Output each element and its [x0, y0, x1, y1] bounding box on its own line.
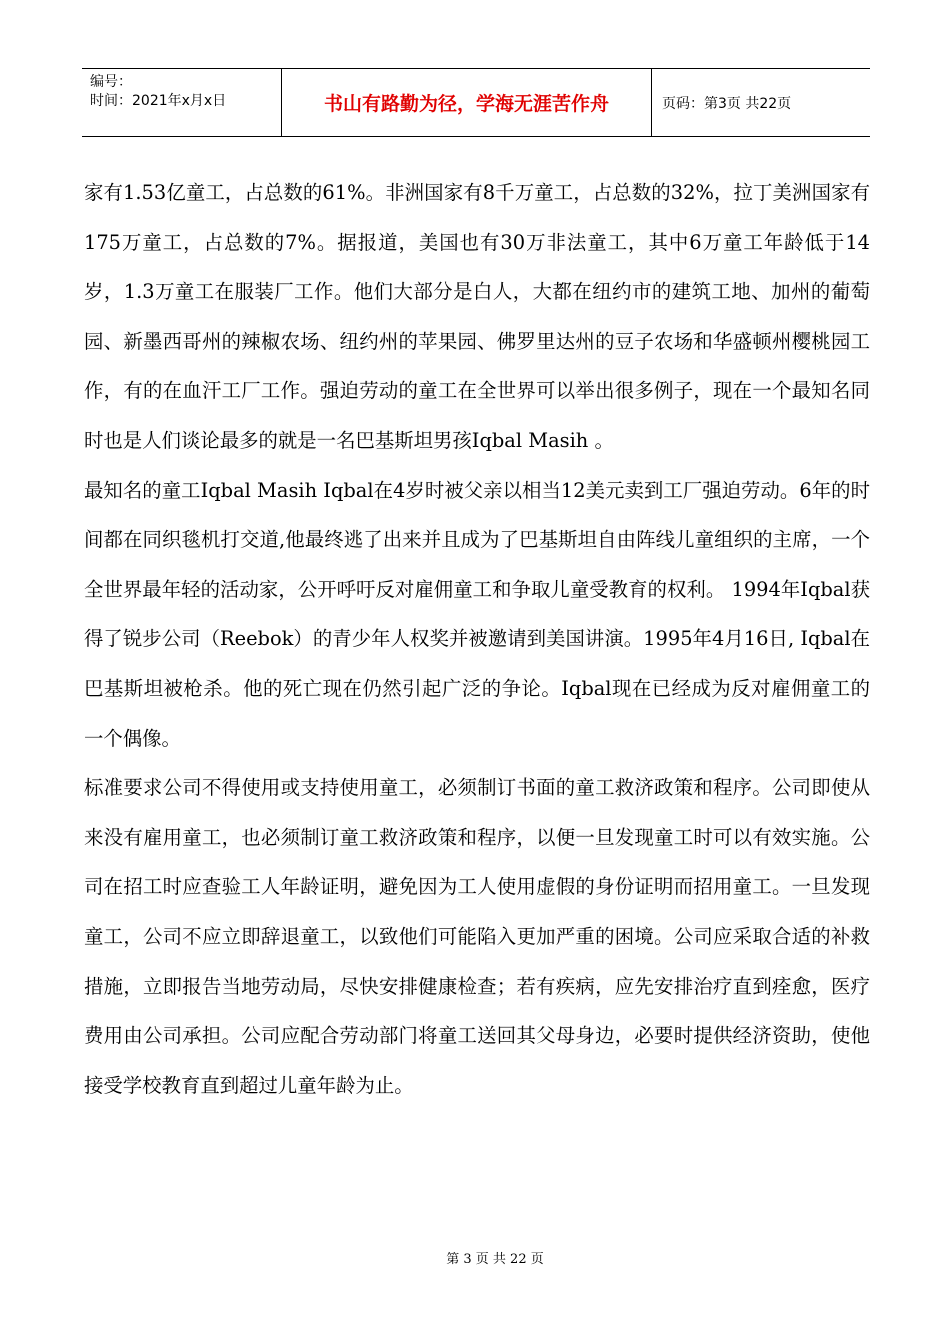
paragraph-3: 标准要求公司不得使用或支持使用童工，必须制订书面的童工救济政策和程序。公司即使从来没有雇用童工，也必须制订童工救济政策和程序，以便一旦发现童工时可以有效实施。公司在招工时应查验工人年龄证明，避免因为工人使用虚假的身份证明而招用童工。一旦发现童工，公司不应立即辞退童工，以致他们可能陷入更加严重的困境。公司应采取合适的补救措施，立即报告当地劳动局，尽快安排健康检查；若有疾病，应先安排治疗直到痊愈，医疗费用由公司承担。公司应配合劳动部门将童工送回其父母身边，必要时提供经济资助，使他接受学校教育直到超过儿童年龄为止。 [84, 776, 870, 1097]
header-motto-cell [282, 69, 652, 136]
paragraph-1: 家有1.53亿童工，占总数的61%。非洲国家有8千万童工，占总数的32%，拉丁美洲国家有175万童工，占总数的7%。据报道，美国也有30万非法童工，其中6万童工年龄低于14岁，1.3万童工在服装厂工作。他们大部分是白人，大都在纽约市的建筑工地、加州的葡萄园、新墨西哥州的辣椒农场、纽约州的苹果园、佛罗里达州的豆子农场和华盛顿州樱桃园工作，有的在血汗工厂工作。强迫劳动的童工在全世界可以举出很多例子，现在一个最知名同时也是人们谈论最多的就是一名巴基斯坦男孩Iqbal Masih 。 [84, 181, 870, 452]
document-body [84, 168, 870, 1110]
header-page-info: 页码：第3页 共22页 [662, 95, 792, 112]
page-header [82, 68, 870, 137]
document-number-label: 编号： [90, 74, 132, 90]
header-motto: 书山有路勤为径，学海无涯苦作舟 [323, 93, 609, 115]
header-meta [82, 69, 282, 136]
page-footer: 第 3 页 共 22 页 [446, 1252, 544, 1267]
paragraph-2: 最知名的童工Iqbal Masih Iqbal在4岁时被父亲以相当12美元卖到工厂强迫劳动。6年的时间都在同织毯机打交道,他最终逃了出来并且成为了巴基斯坦自由阵线儿童组织的主席，一个全世界最年轻的活动家，公开呼吁反对雇佣童工和争取儿童受教育的权利。 1994年Iqbal获得了锐步公司（Reebok）的青少年人权奖并被邀请到美国讲演。1995年4月16日, Iqbal在巴基斯坦被枪杀。他的死亡现在仍然引起广泛的争论。Iqbal现在已经成为反对雇佣童工的一个偶像。 [84, 478, 870, 750]
document-date: 时间：2021年x月x日 [90, 93, 227, 109]
